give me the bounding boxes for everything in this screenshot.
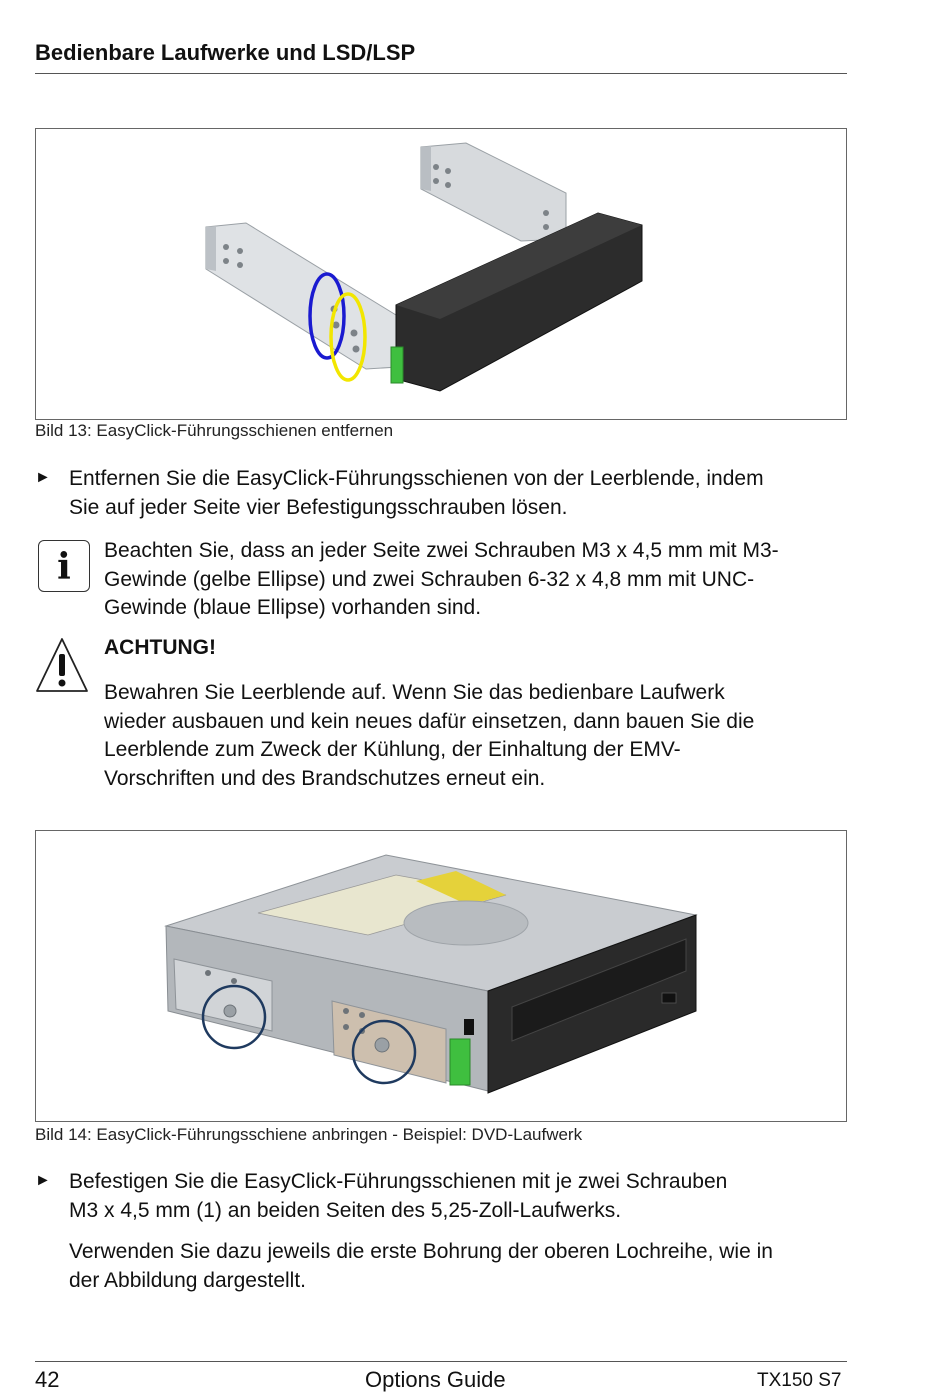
figure-14-dvd-drive-rail-attach <box>35 830 847 1122</box>
step-2-text <box>69 1168 727 1225</box>
blank-cover-rails-illustration <box>36 129 846 419</box>
warning-line-2: wieder ausbauen und kein neues dafür einsetzen, dann bauen Sie die <box>104 709 755 733</box>
step-bullet-icon: ► <box>35 1172 51 1189</box>
footer-title: Options Guide <box>365 1367 506 1392</box>
header-divider <box>35 73 847 74</box>
step-2-line-2: M3 x 4,5 mm (1) an beiden Seiten des 5,25-Zoll-Laufwerks. <box>69 1198 622 1222</box>
step-bullet-icon: ► <box>35 469 51 486</box>
step-1-line-2: Sie auf jeder Seite vier Befestigungsschrauben lösen. <box>69 495 568 519</box>
warning-line-3: Leerblende zum Zweck der Kühlung, der Einhaltung der EMV- <box>104 738 681 761</box>
step-1-text <box>69 465 764 522</box>
step-2-note <box>69 1238 773 1295</box>
footer-divider <box>35 1361 847 1362</box>
figure-13-caption: Bild 13: EasyClick-Führungsschienen entfernen <box>35 421 394 440</box>
figure-13-easyclick-rails-removal <box>35 128 847 420</box>
info-note-line-3: Gewinde (blaue Ellipse) vorhanden sind. <box>104 596 482 619</box>
figure-14-caption: Bild 14: EasyClick-Führungsschiene anbringen - Beispiel: DVD-Laufwerk <box>35 1125 583 1144</box>
page-number: 42 <box>35 1367 60 1392</box>
step-2-note-line-2: der Abbildung dargestellt. <box>69 1268 306 1292</box>
info-note-line-1: Beachten Sie, dass an jeder Seite zwei Schrauben M3 x 4,5 mm mit M3- <box>104 539 779 562</box>
dvd-drive-illustration <box>36 831 846 1121</box>
info-icon: i <box>38 540 90 592</box>
warning-heading: ACHTUNG! <box>104 636 216 659</box>
warning-text <box>104 679 754 793</box>
warning-line-4: Vorschriften und des Brandschutzes erneut ein. <box>104 766 546 790</box>
page-header-title: Bedienbare Laufwerke und LSD/LSP <box>35 40 416 65</box>
step-1-line-1: Entfernen Sie die EasyClick-Führungsschienen von der Leerblende, indem <box>69 467 764 490</box>
info-note-text <box>104 537 779 623</box>
step-2-line-1: Befestigen Sie die EasyClick-Führungsschienen mit je zwei Schrauben <box>69 1170 728 1193</box>
info-note-line-2: Gewinde (gelbe Ellipse) und zwei Schrauben 6-32 x 4,8 mm mit UNC- <box>104 567 755 591</box>
warning-triangle-icon <box>34 636 90 694</box>
footer-model: TX150 S7 <box>757 1370 842 1391</box>
step-2-note-line-1: Verwenden Sie dazu jeweils die erste Bohrung der oberen Lochreihe, wie in <box>69 1240 773 1263</box>
warning-line-1: Bewahren Sie Leerblende auf. Wenn Sie das bedienbare Laufwerk <box>104 681 725 704</box>
